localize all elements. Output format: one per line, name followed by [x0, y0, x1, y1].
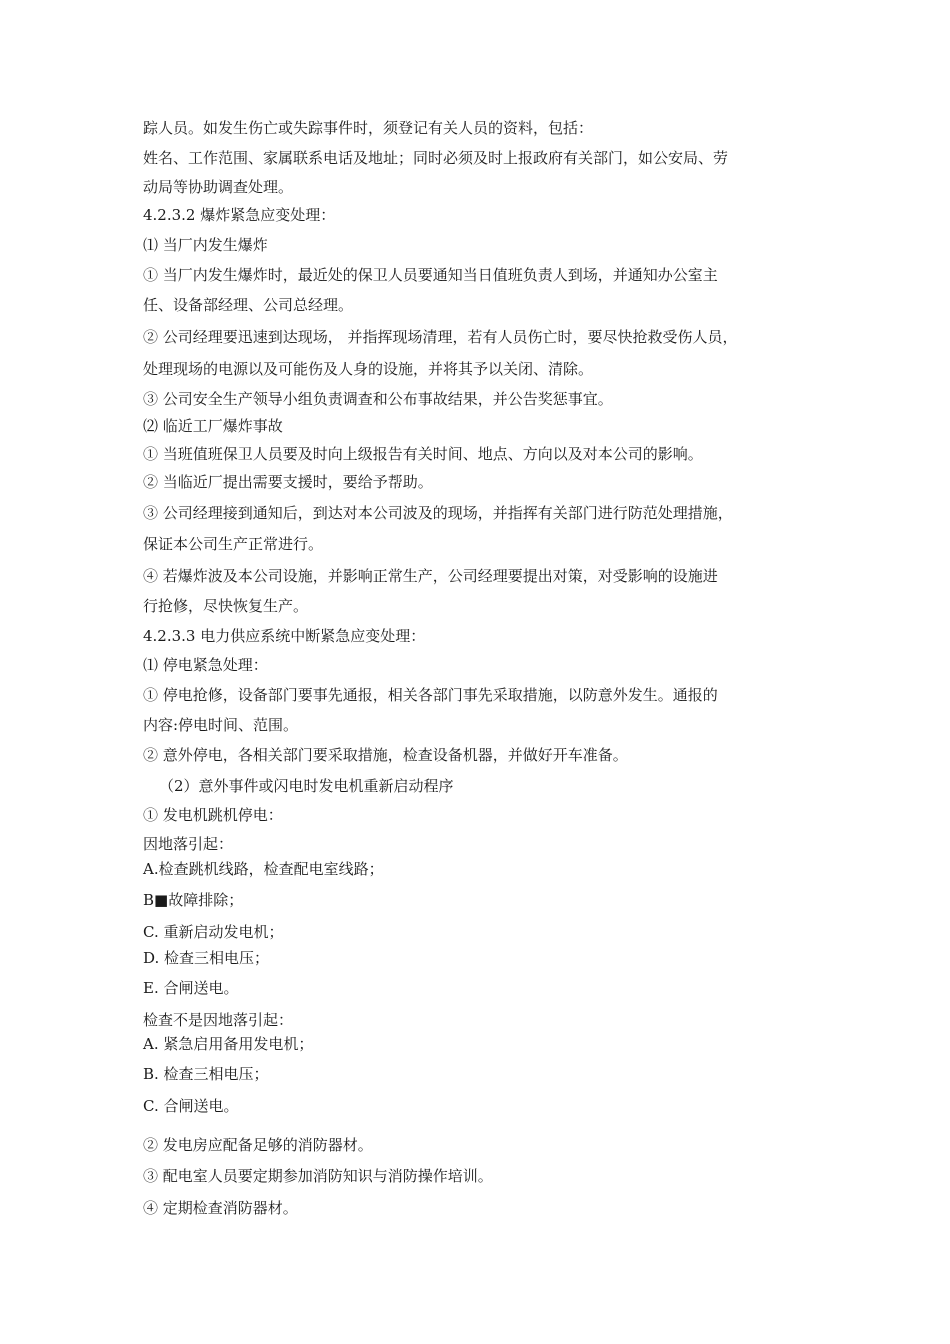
text-line: 踪人员。如发生伤亡或失踪事件时，须登记有关人员的资料，包括： — [143, 119, 594, 137]
text-line: ③ 公司经理接到通知后，到达对本公司波及的现场，并指挥有关部门进行防范处理措施， — [143, 504, 733, 522]
text-line: 因地落引起： — [143, 835, 234, 853]
text-line: 检查不是因地落引起： — [143, 1011, 294, 1029]
list-item: A. 紧急启用备用发电机； — [143, 1035, 314, 1053]
text-line: 保证本公司生产正常进行。 — [143, 535, 324, 553]
list-item: A.检查跳机线路，检查配电室线路； — [143, 860, 384, 878]
text-line: 任、设备部经理、公司总经理。 — [143, 296, 354, 314]
text-line: 行抢修，尽快恢复生产。 — [143, 597, 309, 615]
text-line: 处理现场的电源以及可能伤及人身的设施，并将其予以关闭、清除。 — [143, 360, 594, 378]
text-line: ① 发电机跳机停电： — [143, 806, 283, 824]
text-line: ④ 若爆炸波及本公司设施，并影响正常生产，公司经理要提出对策，对受影响的设施进 — [143, 567, 718, 585]
list-item: E. 合闸送电。 — [143, 979, 239, 997]
subsection-heading: ⑴ 停电紧急处理： — [143, 656, 268, 674]
list-item: B. 检查三相电压； — [143, 1065, 269, 1083]
subsection-heading: ⑴ 当厂内发生爆炸 — [143, 236, 268, 254]
text-line: ① 当厂内发生爆炸时，最近处的保卫人员要通知当日值班负责人到场，并通知办公室主 — [143, 266, 718, 284]
text-line: ④ 定期检查消防器材。 — [143, 1199, 298, 1217]
text-line: ③ 配电室人员要定期参加消防知识与消防操作培训。 — [143, 1167, 493, 1185]
section-heading: 4.2.3.2 爆炸紧急应变处理： — [143, 206, 336, 224]
text-line: 动局等协助调查处理。 — [143, 178, 294, 196]
section-heading: 4.2.3.3 电力供应系统中断紧急应变处理： — [143, 627, 426, 645]
text-line: ② 当临近厂提出需要支援时，要给予帮助。 — [143, 473, 433, 491]
text-line: ③ 公司安全生产领导小组负责调查和公布事故结果，并公告奖惩事宜。 — [143, 390, 613, 408]
text-line: ② 意外停电，各相关部门要采取措施，检查设备机器，并做好开车准备。 — [143, 746, 628, 764]
text-line: ① 停电抢修，设备部门要事先通报，相关各部门事先采取措施，以防意外发生。通报的 — [143, 686, 718, 704]
subsection-heading: ⑵ 临近工厂爆炸事故 — [143, 417, 283, 435]
list-item: D. 检查三相电压； — [143, 949, 270, 967]
subsection-heading: （2）意外事件或闪电时发电机重新启动程序 — [159, 777, 454, 795]
text-line: ② 发电房应配备足够的消防器材。 — [143, 1136, 373, 1154]
text-line: 内容:停电时间、范围。 — [143, 716, 299, 734]
list-item: C. 重新启动发电机； — [143, 923, 284, 941]
list-item: C. 合闸送电。 — [143, 1097, 239, 1115]
list-item: B■故障排除； — [143, 891, 244, 909]
text-line: ② 公司经理要迅速到达现场， 并指挥现场清理，若有人员伤亡时，要尽快抢救受伤人员， — [143, 328, 738, 346]
text-line: ① 当班值班保卫人员要及时向上级报告有关时间、地点、方向以及对本公司的影响。 — [143, 445, 703, 463]
text-line: 姓名、工作范围、家属联系电话及地址；同时必须及时上报政府有关部门，如公安局、劳 — [143, 149, 729, 167]
